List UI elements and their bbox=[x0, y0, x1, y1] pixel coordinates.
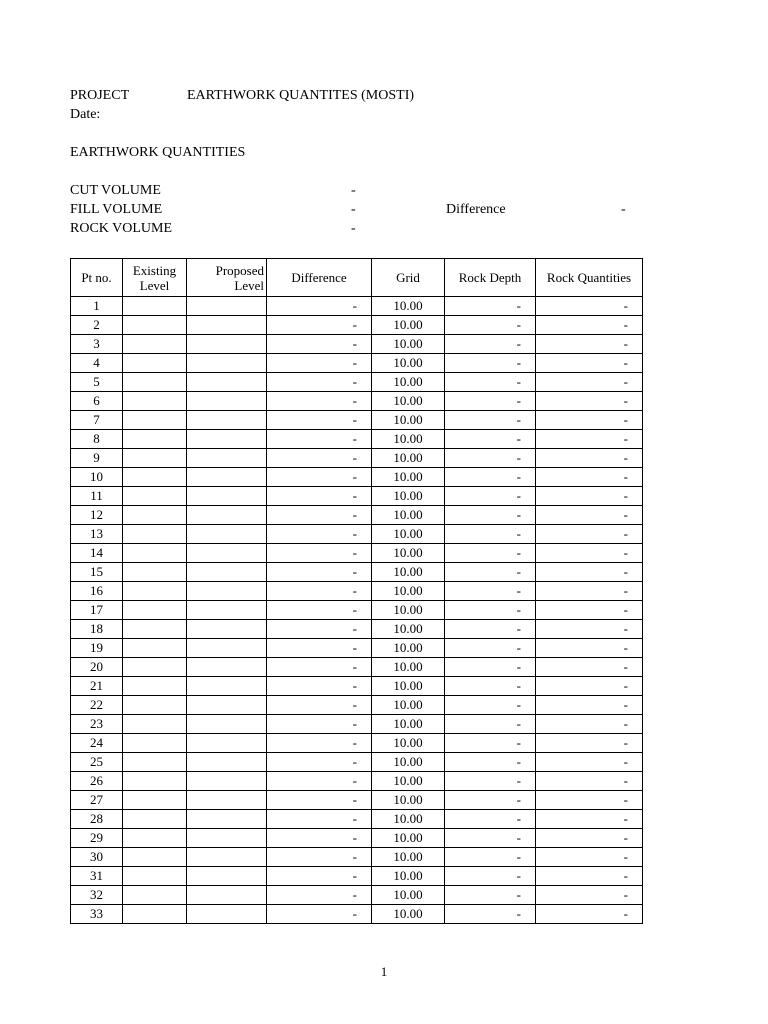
cell-rock-depth: - bbox=[445, 297, 536, 316]
cell-difference: - bbox=[267, 525, 372, 544]
table-row bbox=[71, 411, 643, 430]
table-row bbox=[71, 544, 643, 563]
cell-pt-no: 28 bbox=[71, 810, 123, 829]
cell-rock-depth: - bbox=[445, 905, 536, 924]
cell-pt-no: 23 bbox=[71, 715, 123, 734]
cell-rock-depth: - bbox=[445, 658, 536, 677]
cell-existing-level bbox=[123, 468, 187, 487]
cell-existing-level bbox=[123, 544, 187, 563]
cell-rock-quantities: - bbox=[536, 506, 643, 525]
table-row bbox=[71, 487, 643, 506]
cell-existing-level bbox=[123, 411, 187, 430]
cell-difference: - bbox=[267, 810, 372, 829]
cell-proposed-level bbox=[187, 696, 267, 715]
cell-rock-quantities: - bbox=[536, 601, 643, 620]
cell-grid: 10.00 bbox=[372, 354, 445, 373]
cell-existing-level bbox=[123, 582, 187, 601]
cell-pt-no: 21 bbox=[71, 677, 123, 696]
table-row bbox=[71, 753, 643, 772]
cell-rock-depth: - bbox=[445, 392, 536, 411]
cell-proposed-level bbox=[187, 430, 267, 449]
header-proposed-line2: Level bbox=[234, 277, 264, 293]
cell-rock-quantities: - bbox=[536, 373, 643, 392]
cell-rock-depth: - bbox=[445, 411, 536, 430]
cell-grid: 10.00 bbox=[372, 411, 445, 430]
cell-rock-depth: - bbox=[445, 316, 536, 335]
cell-rock-depth: - bbox=[445, 715, 536, 734]
table-row bbox=[71, 867, 643, 886]
cell-proposed-level bbox=[187, 753, 267, 772]
cell-rock-depth: - bbox=[445, 696, 536, 715]
cell-difference: - bbox=[267, 411, 372, 430]
cell-existing-level bbox=[123, 449, 187, 468]
cell-proposed-level bbox=[187, 829, 267, 848]
header-pt-no: Pt no. bbox=[71, 259, 123, 297]
table-row bbox=[71, 316, 643, 335]
cell-proposed-level bbox=[187, 905, 267, 924]
cell-rock-depth: - bbox=[445, 506, 536, 525]
cell-rock-quantities: - bbox=[536, 715, 643, 734]
cell-grid: 10.00 bbox=[372, 639, 445, 658]
table-row bbox=[71, 829, 643, 848]
cell-rock-depth: - bbox=[445, 563, 536, 582]
cell-pt-no: 16 bbox=[71, 582, 123, 601]
cell-grid: 10.00 bbox=[372, 753, 445, 772]
cell-difference: - bbox=[267, 696, 372, 715]
cell-difference: - bbox=[267, 373, 372, 392]
table-row bbox=[71, 715, 643, 734]
cell-rock-depth: - bbox=[445, 886, 536, 905]
table-row bbox=[71, 468, 643, 487]
cell-pt-no: 26 bbox=[71, 772, 123, 791]
cell-rock-depth: - bbox=[445, 734, 536, 753]
cell-existing-level bbox=[123, 335, 187, 354]
cell-pt-no: 15 bbox=[71, 563, 123, 582]
cell-proposed-level bbox=[187, 677, 267, 696]
cell-existing-level bbox=[123, 297, 187, 316]
cell-difference: - bbox=[267, 601, 372, 620]
cell-rock-depth: - bbox=[445, 753, 536, 772]
cell-pt-no: 14 bbox=[71, 544, 123, 563]
header-proposed-level bbox=[187, 259, 267, 297]
cell-proposed-level bbox=[187, 772, 267, 791]
cell-rock-depth: - bbox=[445, 867, 536, 886]
cell-difference: - bbox=[267, 905, 372, 924]
table-header-row bbox=[71, 259, 643, 297]
cell-grid: 10.00 bbox=[372, 772, 445, 791]
cell-difference: - bbox=[267, 544, 372, 563]
cell-existing-level bbox=[123, 658, 187, 677]
cell-proposed-level bbox=[187, 373, 267, 392]
cell-difference: - bbox=[267, 677, 372, 696]
cell-existing-level bbox=[123, 829, 187, 848]
cell-grid: 10.00 bbox=[372, 886, 445, 905]
cell-pt-no: 17 bbox=[71, 601, 123, 620]
cell-proposed-level bbox=[187, 468, 267, 487]
cell-difference: - bbox=[267, 335, 372, 354]
table-row bbox=[71, 905, 643, 924]
cell-existing-level bbox=[123, 525, 187, 544]
cell-difference: - bbox=[267, 316, 372, 335]
cell-rock-quantities: - bbox=[536, 525, 643, 544]
cell-proposed-level bbox=[187, 791, 267, 810]
header-existing-line2: Level bbox=[139, 277, 170, 293]
table-body bbox=[71, 297, 643, 924]
header-existing-line1: Existing bbox=[132, 262, 177, 278]
cell-pt-no: 27 bbox=[71, 791, 123, 810]
cell-pt-no: 11 bbox=[71, 487, 123, 506]
cell-existing-level bbox=[123, 601, 187, 620]
cell-difference: - bbox=[267, 848, 372, 867]
cell-rock-quantities: - bbox=[536, 487, 643, 506]
project-title: EARTHWORK QUANTITES (MOSTI) bbox=[187, 88, 415, 103]
cell-difference: - bbox=[267, 563, 372, 582]
cell-existing-level bbox=[123, 734, 187, 753]
table-row bbox=[71, 810, 643, 829]
cell-proposed-level bbox=[187, 506, 267, 525]
cell-pt-no: 3 bbox=[71, 335, 123, 354]
cell-existing-level bbox=[123, 506, 187, 525]
cell-existing-level bbox=[123, 430, 187, 449]
cell-rock-quantities: - bbox=[536, 639, 643, 658]
table-row bbox=[71, 354, 643, 373]
cut-volume-label: CUT VOLUME bbox=[70, 183, 161, 198]
cell-rock-depth: - bbox=[445, 544, 536, 563]
cell-pt-no: 31 bbox=[71, 867, 123, 886]
table-row bbox=[71, 639, 643, 658]
cell-grid: 10.00 bbox=[372, 810, 445, 829]
cell-existing-level bbox=[123, 677, 187, 696]
cell-grid: 10.00 bbox=[372, 715, 445, 734]
header-rock-depth: Rock Depth bbox=[445, 259, 536, 297]
cell-proposed-level bbox=[187, 544, 267, 563]
fill-volume-label: FILL VOLUME bbox=[70, 202, 163, 217]
table-row bbox=[71, 449, 643, 468]
cell-pt-no: 1 bbox=[71, 297, 123, 316]
table-row bbox=[71, 373, 643, 392]
cell-difference: - bbox=[267, 468, 372, 487]
difference-label: Difference bbox=[446, 202, 506, 217]
cell-rock-depth: - bbox=[445, 810, 536, 829]
table-row bbox=[71, 677, 643, 696]
cell-difference: - bbox=[267, 867, 372, 886]
cell-rock-quantities: - bbox=[536, 620, 643, 639]
cell-existing-level bbox=[123, 392, 187, 411]
cell-existing-level bbox=[123, 867, 187, 886]
cell-rock-depth: - bbox=[445, 335, 536, 354]
cell-existing-level bbox=[123, 886, 187, 905]
cell-difference: - bbox=[267, 772, 372, 791]
cell-existing-level bbox=[123, 753, 187, 772]
cell-rock-depth: - bbox=[445, 848, 536, 867]
cell-difference: - bbox=[267, 449, 372, 468]
cell-rock-quantities: - bbox=[536, 829, 643, 848]
cell-rock-depth: - bbox=[445, 582, 536, 601]
table-row bbox=[71, 620, 643, 639]
cell-proposed-level bbox=[187, 639, 267, 658]
cell-rock-depth: - bbox=[445, 373, 536, 392]
cell-rock-depth: - bbox=[445, 487, 536, 506]
cell-rock-quantities: - bbox=[536, 449, 643, 468]
cell-existing-level bbox=[123, 639, 187, 658]
cell-rock-quantities: - bbox=[536, 848, 643, 867]
cell-grid: 10.00 bbox=[372, 506, 445, 525]
cell-rock-quantities: - bbox=[536, 335, 643, 354]
cell-difference: - bbox=[267, 886, 372, 905]
cell-pt-no: 20 bbox=[71, 658, 123, 677]
cell-grid: 10.00 bbox=[372, 544, 445, 563]
table-row bbox=[71, 791, 643, 810]
table-row bbox=[71, 658, 643, 677]
cell-difference: - bbox=[267, 639, 372, 658]
cell-proposed-level bbox=[187, 658, 267, 677]
cell-rock-quantities: - bbox=[536, 354, 643, 373]
cell-grid: 10.00 bbox=[372, 487, 445, 506]
cell-rock-depth: - bbox=[445, 829, 536, 848]
cell-rock-depth: - bbox=[445, 620, 536, 639]
table-row bbox=[71, 696, 643, 715]
cell-pt-no: 25 bbox=[71, 753, 123, 772]
cell-difference: - bbox=[267, 715, 372, 734]
cell-grid: 10.00 bbox=[372, 829, 445, 848]
cell-grid: 10.00 bbox=[372, 620, 445, 639]
cell-proposed-level bbox=[187, 297, 267, 316]
cell-existing-level bbox=[123, 316, 187, 335]
cell-rock-depth: - bbox=[445, 449, 536, 468]
cell-pt-no: 33 bbox=[71, 905, 123, 924]
cell-grid: 10.00 bbox=[372, 468, 445, 487]
cell-rock-quantities: - bbox=[536, 563, 643, 582]
table-row bbox=[71, 734, 643, 753]
cell-grid: 10.00 bbox=[372, 696, 445, 715]
cell-grid: 10.00 bbox=[372, 905, 445, 924]
cell-proposed-level bbox=[187, 354, 267, 373]
cell-rock-quantities: - bbox=[536, 468, 643, 487]
cell-grid: 10.00 bbox=[372, 449, 445, 468]
cell-rock-quantities: - bbox=[536, 810, 643, 829]
cell-rock-quantities: - bbox=[536, 392, 643, 411]
header-existing-level bbox=[123, 259, 187, 297]
cell-grid: 10.00 bbox=[372, 848, 445, 867]
cell-difference: - bbox=[267, 620, 372, 639]
page-number: 1 bbox=[380, 964, 388, 979]
cell-rock-depth: - bbox=[445, 601, 536, 620]
earthwork-table bbox=[70, 258, 643, 924]
cell-proposed-level bbox=[187, 601, 267, 620]
cell-rock-depth: - bbox=[445, 639, 536, 658]
cell-grid: 10.00 bbox=[372, 525, 445, 544]
cell-rock-depth: - bbox=[445, 677, 536, 696]
cell-pt-no: 2 bbox=[71, 316, 123, 335]
table-row bbox=[71, 430, 643, 449]
cell-grid: 10.00 bbox=[372, 734, 445, 753]
cell-rock-quantities: - bbox=[536, 544, 643, 563]
cell-existing-level bbox=[123, 905, 187, 924]
cell-proposed-level bbox=[187, 316, 267, 335]
cell-rock-quantities: - bbox=[536, 297, 643, 316]
cell-rock-depth: - bbox=[445, 468, 536, 487]
cell-pt-no: 29 bbox=[71, 829, 123, 848]
cell-proposed-level bbox=[187, 867, 267, 886]
cell-proposed-level bbox=[187, 582, 267, 601]
cell-rock-quantities: - bbox=[536, 316, 643, 335]
cell-proposed-level bbox=[187, 810, 267, 829]
header-proposed-line1: Proposed bbox=[215, 262, 264, 278]
cell-existing-level bbox=[123, 696, 187, 715]
cell-grid: 10.00 bbox=[372, 658, 445, 677]
section-title: EARTHWORK QUANTITIES bbox=[70, 145, 246, 160]
table-row bbox=[71, 582, 643, 601]
cell-difference: - bbox=[267, 658, 372, 677]
cell-existing-level bbox=[123, 810, 187, 829]
cell-rock-depth: - bbox=[445, 525, 536, 544]
cell-existing-level bbox=[123, 487, 187, 506]
cell-pt-no: 30 bbox=[71, 848, 123, 867]
cut-volume-value: - bbox=[351, 183, 356, 198]
cell-grid: 10.00 bbox=[372, 373, 445, 392]
cell-grid: 10.00 bbox=[372, 297, 445, 316]
cell-rock-depth: - bbox=[445, 772, 536, 791]
cell-existing-level bbox=[123, 848, 187, 867]
cell-pt-no: 5 bbox=[71, 373, 123, 392]
cell-rock-quantities: - bbox=[536, 677, 643, 696]
cell-pt-no: 6 bbox=[71, 392, 123, 411]
cell-rock-quantities: - bbox=[536, 791, 643, 810]
cell-existing-level bbox=[123, 715, 187, 734]
table-row bbox=[71, 848, 643, 867]
cell-difference: - bbox=[267, 753, 372, 772]
cell-rock-quantities: - bbox=[536, 905, 643, 924]
cell-grid: 10.00 bbox=[372, 791, 445, 810]
cell-grid: 10.00 bbox=[372, 677, 445, 696]
cell-proposed-level bbox=[187, 715, 267, 734]
cell-pt-no: 7 bbox=[71, 411, 123, 430]
cell-pt-no: 13 bbox=[71, 525, 123, 544]
difference-value: - bbox=[621, 202, 626, 217]
cell-existing-level bbox=[123, 354, 187, 373]
cell-pt-no: 24 bbox=[71, 734, 123, 753]
cell-rock-quantities: - bbox=[536, 658, 643, 677]
cell-existing-level bbox=[123, 620, 187, 639]
cell-rock-depth: - bbox=[445, 791, 536, 810]
cell-proposed-level bbox=[187, 525, 267, 544]
header-rock-quantities: Rock Quantities bbox=[536, 259, 643, 297]
cell-grid: 10.00 bbox=[372, 563, 445, 582]
table-row bbox=[71, 335, 643, 354]
cell-proposed-level bbox=[187, 620, 267, 639]
cell-rock-quantities: - bbox=[536, 734, 643, 753]
cell-grid: 10.00 bbox=[372, 867, 445, 886]
fill-volume-value: - bbox=[351, 202, 356, 217]
cell-proposed-level bbox=[187, 848, 267, 867]
table-row bbox=[71, 506, 643, 525]
cell-rock-depth: - bbox=[445, 354, 536, 373]
cell-proposed-level bbox=[187, 411, 267, 430]
cell-difference: - bbox=[267, 392, 372, 411]
table-row bbox=[71, 297, 643, 316]
cell-proposed-level bbox=[187, 487, 267, 506]
cell-pt-no: 8 bbox=[71, 430, 123, 449]
cell-proposed-level bbox=[187, 392, 267, 411]
table-row bbox=[71, 392, 643, 411]
cell-rock-quantities: - bbox=[536, 430, 643, 449]
cell-existing-level bbox=[123, 791, 187, 810]
cell-difference: - bbox=[267, 734, 372, 753]
table-row bbox=[71, 772, 643, 791]
cell-difference: - bbox=[267, 297, 372, 316]
cell-difference: - bbox=[267, 582, 372, 601]
cell-existing-level bbox=[123, 373, 187, 392]
cell-existing-level bbox=[123, 772, 187, 791]
cell-difference: - bbox=[267, 791, 372, 810]
cell-proposed-level bbox=[187, 449, 267, 468]
cell-difference: - bbox=[267, 430, 372, 449]
cell-proposed-level bbox=[187, 886, 267, 905]
cell-grid: 10.00 bbox=[372, 335, 445, 354]
rock-volume-label: ROCK VOLUME bbox=[70, 221, 173, 236]
cell-rock-depth: - bbox=[445, 430, 536, 449]
cell-grid: 10.00 bbox=[372, 601, 445, 620]
cell-difference: - bbox=[267, 506, 372, 525]
cell-rock-quantities: - bbox=[536, 867, 643, 886]
table-row bbox=[71, 525, 643, 544]
cell-difference: - bbox=[267, 829, 372, 848]
cell-proposed-level bbox=[187, 563, 267, 582]
cell-proposed-level bbox=[187, 734, 267, 753]
cell-difference: - bbox=[267, 354, 372, 373]
cell-existing-level bbox=[123, 563, 187, 582]
cell-pt-no: 10 bbox=[71, 468, 123, 487]
cell-pt-no: 12 bbox=[71, 506, 123, 525]
cell-pt-no: 18 bbox=[71, 620, 123, 639]
table-row bbox=[71, 563, 643, 582]
rock-volume-value: - bbox=[351, 221, 356, 236]
cell-pt-no: 19 bbox=[71, 639, 123, 658]
cell-pt-no: 22 bbox=[71, 696, 123, 715]
cell-rock-quantities: - bbox=[536, 582, 643, 601]
cell-grid: 10.00 bbox=[372, 392, 445, 411]
cell-proposed-level bbox=[187, 335, 267, 354]
cell-grid: 10.00 bbox=[372, 316, 445, 335]
cell-grid: 10.00 bbox=[372, 430, 445, 449]
header-grid: Grid bbox=[372, 259, 445, 297]
cell-grid: 10.00 bbox=[372, 582, 445, 601]
table-row bbox=[71, 886, 643, 905]
cell-pt-no: 4 bbox=[71, 354, 123, 373]
header-difference: Difference bbox=[267, 259, 372, 297]
cell-rock-quantities: - bbox=[536, 886, 643, 905]
cell-difference: - bbox=[267, 487, 372, 506]
cell-pt-no: 32 bbox=[71, 886, 123, 905]
cell-pt-no: 9 bbox=[71, 449, 123, 468]
cell-rock-quantities: - bbox=[536, 753, 643, 772]
cell-rock-quantities: - bbox=[536, 772, 643, 791]
cell-rock-quantities: - bbox=[536, 696, 643, 715]
date-label: Date: bbox=[70, 107, 101, 122]
table-row bbox=[71, 601, 643, 620]
cell-rock-quantities: - bbox=[536, 411, 643, 430]
project-label: PROJECT bbox=[70, 88, 130, 103]
